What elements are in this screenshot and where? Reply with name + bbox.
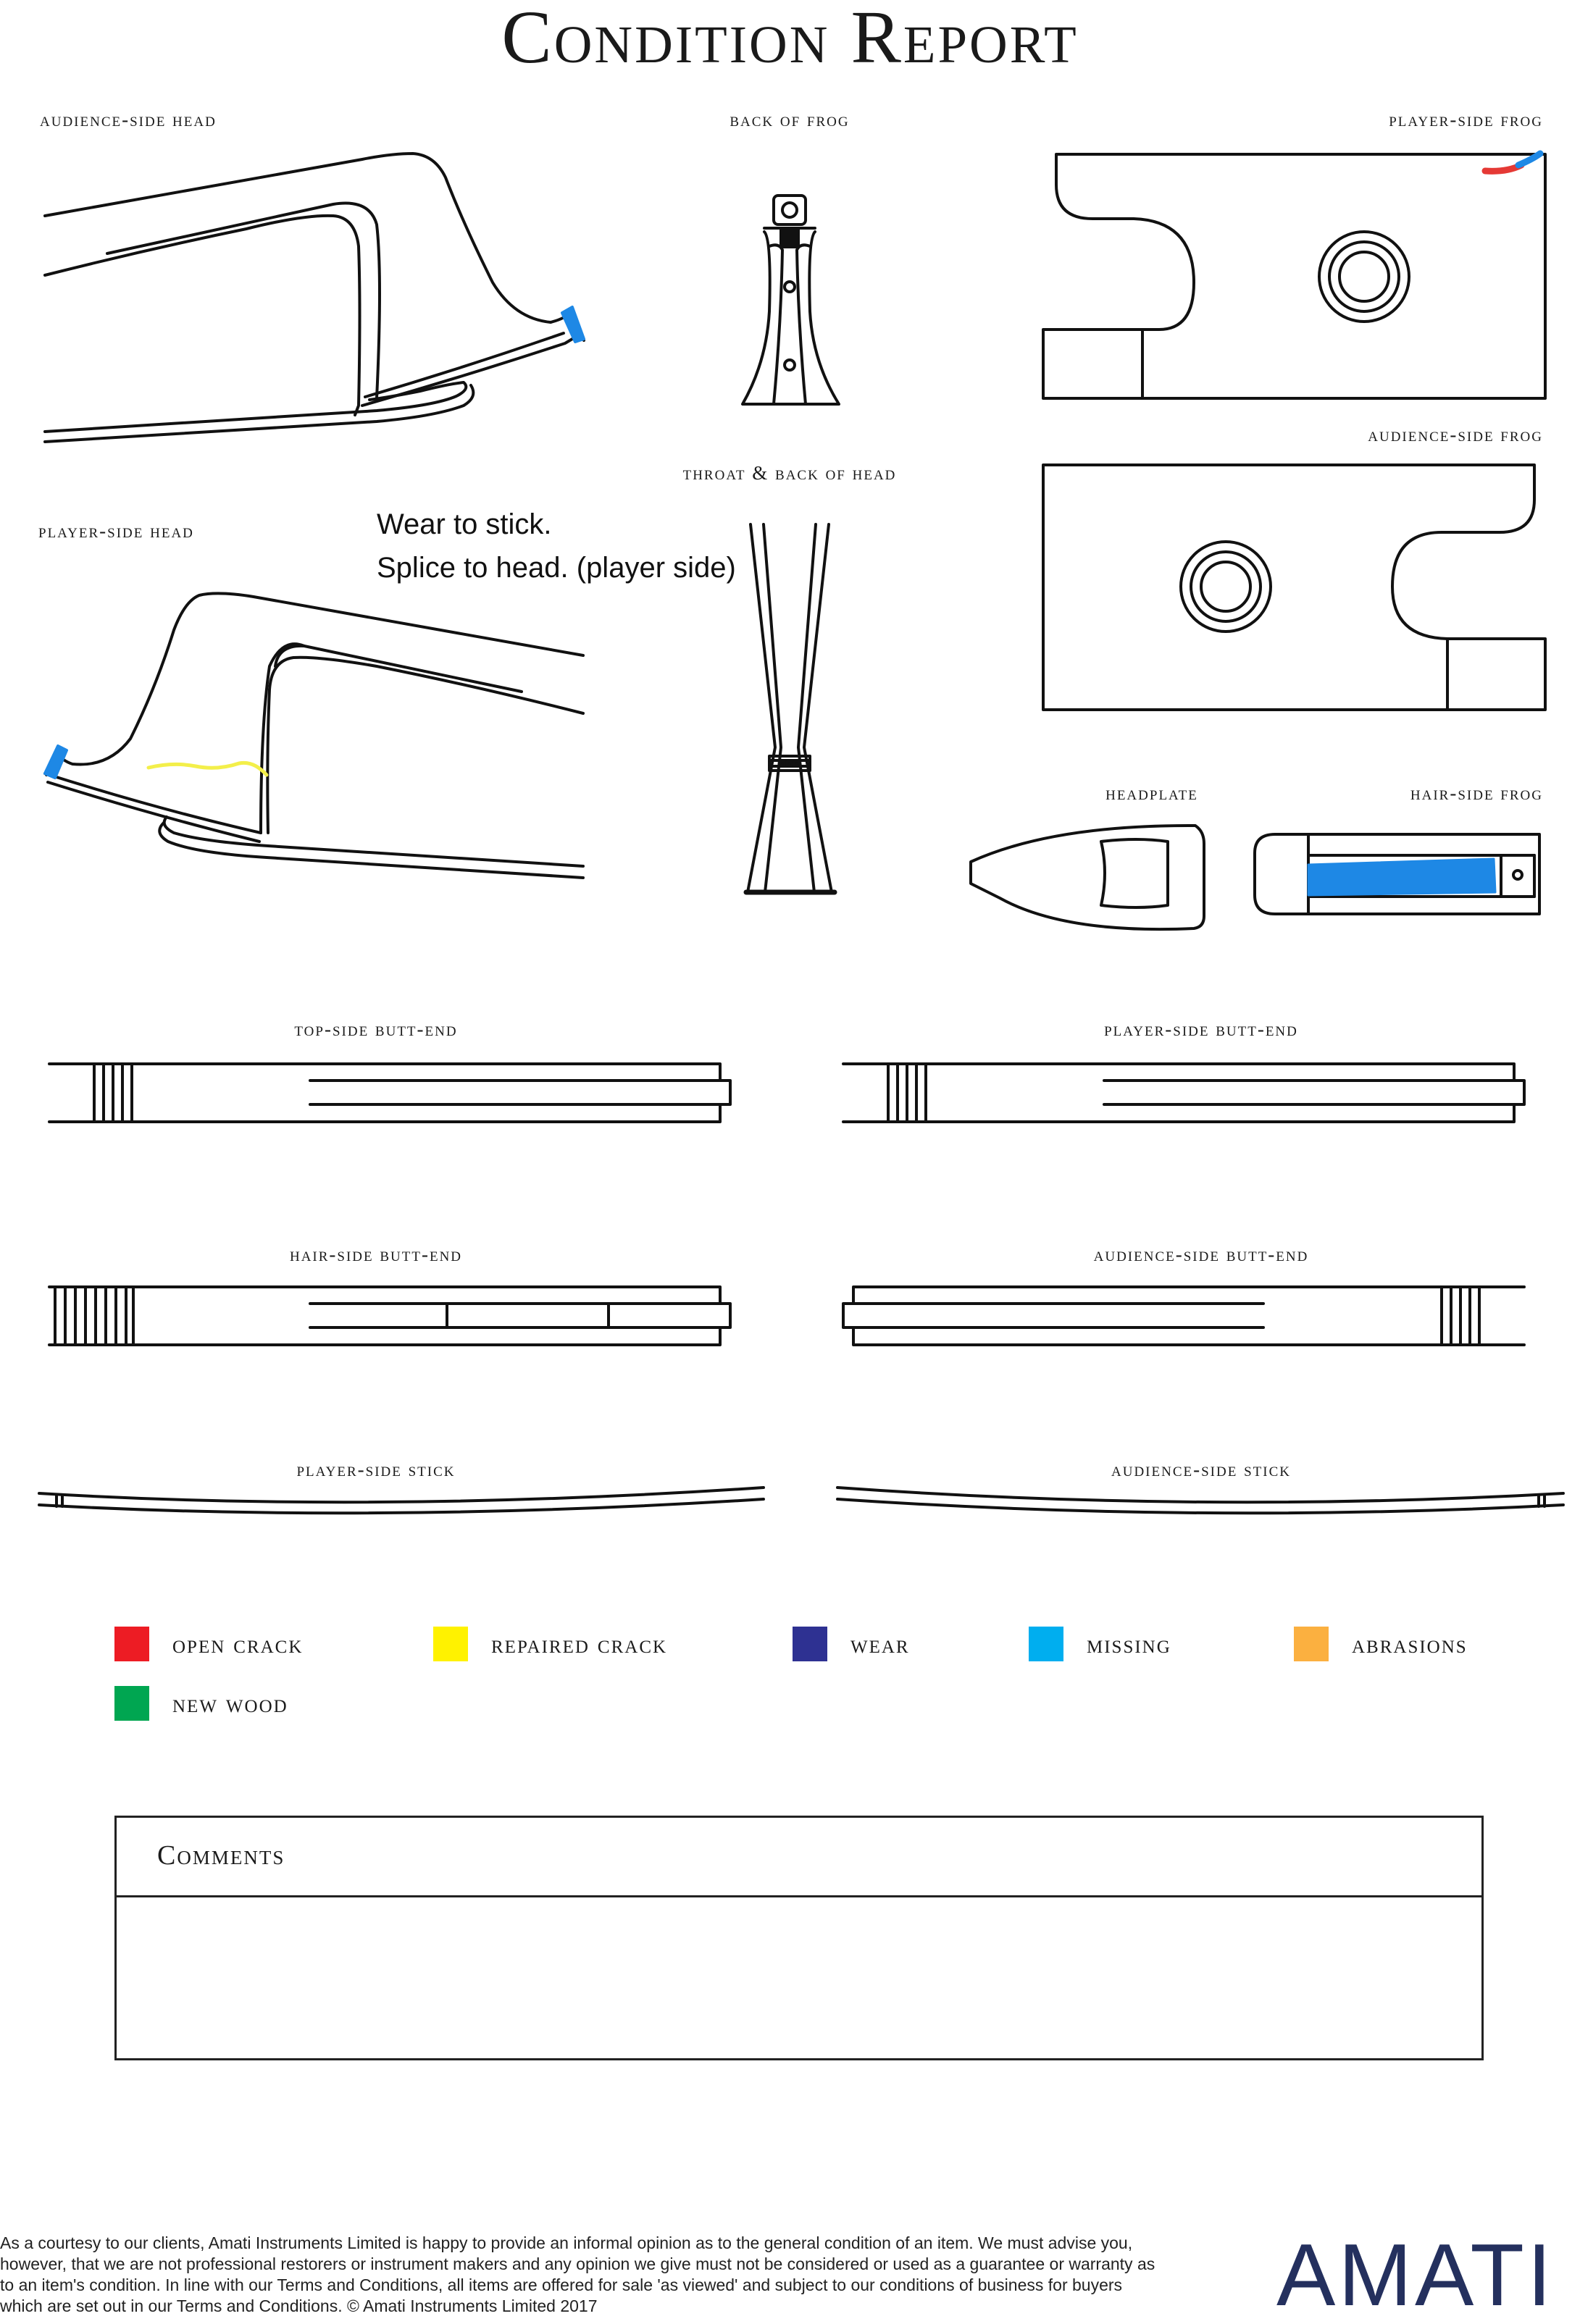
legend-new-wood bbox=[114, 1685, 288, 1722]
label-audience-side-stick: audience-side stick bbox=[1111, 1459, 1291, 1480]
legend-label: new wood bbox=[172, 1689, 288, 1718]
legend-label: repaired crack bbox=[491, 1629, 668, 1658]
legend-swatch-cyan bbox=[1029, 1627, 1063, 1661]
legend-label: missing bbox=[1087, 1629, 1171, 1658]
label-hair-side-frog: hair-side frog bbox=[1410, 782, 1543, 804]
comments-title: Comments bbox=[157, 1840, 285, 1871]
legend-abrasions bbox=[1294, 1625, 1468, 1663]
label-hair-side-butt-end: hair-side butt-end bbox=[289, 1243, 463, 1265]
legend-swatch-yellow bbox=[433, 1627, 468, 1661]
legend-swatch-red bbox=[114, 1627, 149, 1661]
label-throat-back-of-head: throat & back of head bbox=[682, 462, 897, 484]
legend-swatch-navy bbox=[793, 1627, 827, 1661]
label-audience-side-frog: audience-side frog bbox=[1368, 424, 1543, 445]
legend-open-crack bbox=[114, 1625, 303, 1663]
label-back-of-frog: back of frog bbox=[730, 109, 850, 130]
amati-logo: AMATI bbox=[1276, 2226, 1555, 2324]
label-player-side-butt-end: player-side butt-end bbox=[1104, 1018, 1298, 1040]
label-headplate: headplate bbox=[1105, 782, 1198, 804]
legend-missing bbox=[1029, 1625, 1171, 1663]
label-player-side-head: player-side head bbox=[38, 520, 194, 542]
comments-body[interactable] bbox=[157, 1912, 1452, 2044]
note-line-1: Wear to stick. bbox=[377, 508, 552, 540]
disclaimer-text: As a courtesy to our clients, Amati Instruments Limited is happy to provide an informal opinion as to the general condition of an item. We must advise you, however, that we are not professional restorers or instrument makers and any opinion we give must not be considered or used as a guarantee or warranty as to an item's condition. In line with our Terms and Conditions, all items are offered for sale 'as viewed' and subject to our conditions of business for buyers which are set out in our Terms and Conditions. © Amati Instruments Limited 2017 bbox=[0, 2233, 1155, 2315]
legend-swatch-green bbox=[114, 1686, 149, 1721]
comments-header bbox=[117, 1818, 1481, 1897]
legend-label: abrasions bbox=[1352, 1629, 1468, 1658]
label-player-side-frog: player-side frog bbox=[1389, 109, 1543, 130]
label-audience-side-head: audience-side head bbox=[40, 109, 217, 130]
legend-repaired-crack bbox=[433, 1625, 667, 1663]
legend-label: open crack bbox=[172, 1629, 304, 1658]
comments-box bbox=[114, 1816, 1484, 2060]
legend-wear bbox=[793, 1625, 910, 1663]
label-top-side-butt-end: top-side butt-end bbox=[294, 1018, 458, 1040]
note-line-2: Splice to head. (player side) bbox=[377, 552, 736, 584]
label-audience-side-butt-end: audience-side butt-end bbox=[1093, 1243, 1309, 1265]
legend-label: wear bbox=[850, 1629, 910, 1658]
label-player-side-stick: player-side stick bbox=[296, 1459, 456, 1480]
page-title: Condition Report bbox=[501, 0, 1079, 79]
legend-swatch-orange bbox=[1294, 1627, 1329, 1661]
